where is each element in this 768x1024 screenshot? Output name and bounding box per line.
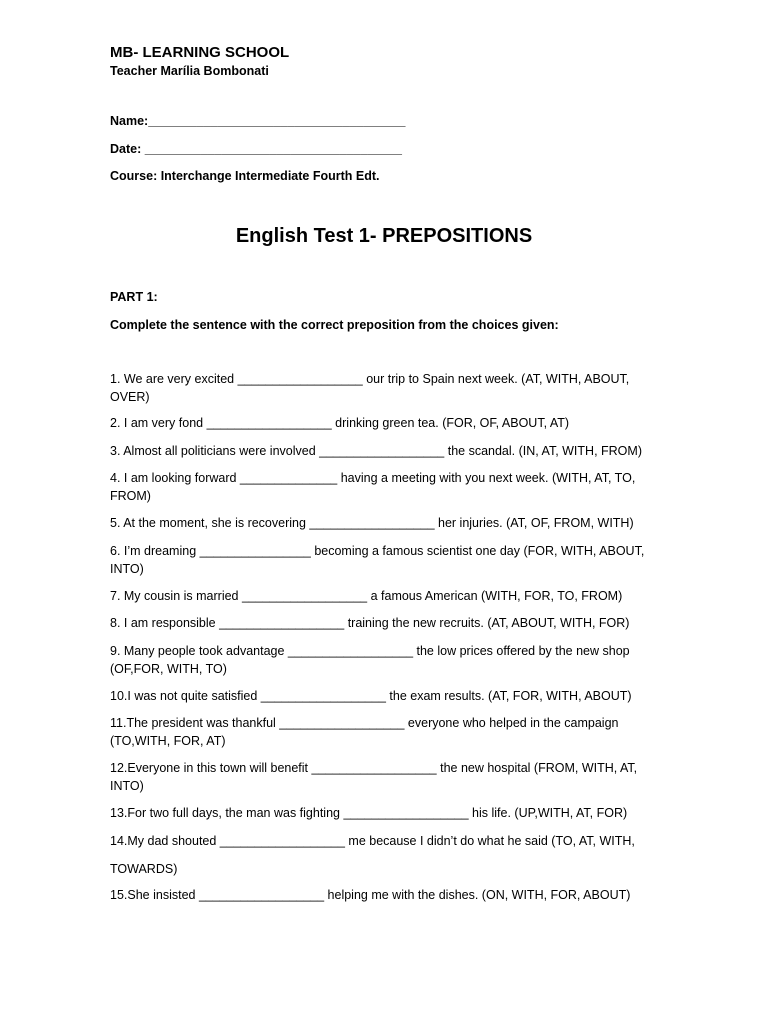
question-5: 5. At the moment, she is recovering __________________ her injuries. (AT, OF, FROM, WITH) bbox=[110, 516, 634, 530]
question-3: 3. Almost all politicians were involved __________________ the scandal. (IN, AT, WITH, FROM) bbox=[110, 444, 642, 458]
question-12: 12.Everyone in this town will benefit __________________ the new hospital (FROM, WITH, AT, INTO) bbox=[110, 761, 638, 793]
part-heading: PART 1: bbox=[110, 290, 158, 304]
name-field: Name:_____________________________________ bbox=[110, 114, 406, 128]
question-11: 11.The president was thankful __________________ everyone who helped in the campaign (TO,WITH, FOR, AT) bbox=[110, 716, 619, 748]
question-8: 8. I am responsible __________________ training the new recruits. (AT, ABOUT, WITH, FOR) bbox=[110, 616, 630, 630]
question-2: 2. I am very fond __________________ drinking green tea. (FOR, OF, ABOUT, AT) bbox=[110, 416, 570, 430]
question-6: 6. I’m dreaming ________________ becoming a famous scientist one day (FOR, WITH, ABOUT, INTO) bbox=[110, 544, 645, 576]
question-4: 4. I am looking forward ______________ having a meeting with you next week. (WITH, AT, TO, FROM) bbox=[110, 471, 636, 503]
question-1: 1. We are very excited __________________ our trip to Spain next week. (AT, WITH, ABOUT, OVER) bbox=[110, 372, 630, 404]
question-14: 14.My dad shouted __________________ me because I didn’t do what he said (TO, AT, WITH, TOWARDS) bbox=[110, 834, 635, 876]
teacher-name: Teacher Marília Bombonati bbox=[110, 64, 269, 78]
date-field: Date: _____________________________________ bbox=[110, 142, 402, 156]
page-title: English Test 1- PREPOSITIONS bbox=[235, 225, 533, 247]
instructions: Complete the sentence with the correct preposition from the choices given: bbox=[110, 318, 559, 332]
question-7: 7. My cousin is married __________________ a famous American (WITH, FOR, TO, FROM) bbox=[110, 589, 623, 603]
question-15: 15.She insisted __________________ helping me with the dishes. (ON, WITH, FOR, ABOUT) bbox=[110, 888, 631, 902]
course-line: Course: Interchange Intermediate Fourth Edt. bbox=[110, 169, 380, 183]
school-name: MB- LEARNING SCHOOL bbox=[110, 44, 290, 61]
question-13: 13.For two full days, the man was fighting __________________ his life. (UP,WITH, AT, FOR) bbox=[110, 806, 628, 820]
question-10: 10.I was not quite satisfied __________________ the exam results. (AT, FOR, WITH, ABOUT) bbox=[110, 689, 632, 703]
question-9: 9. Many people took advantage __________________ the low prices offered by the new shop (OF,FOR, WITH, TO) bbox=[110, 644, 630, 676]
